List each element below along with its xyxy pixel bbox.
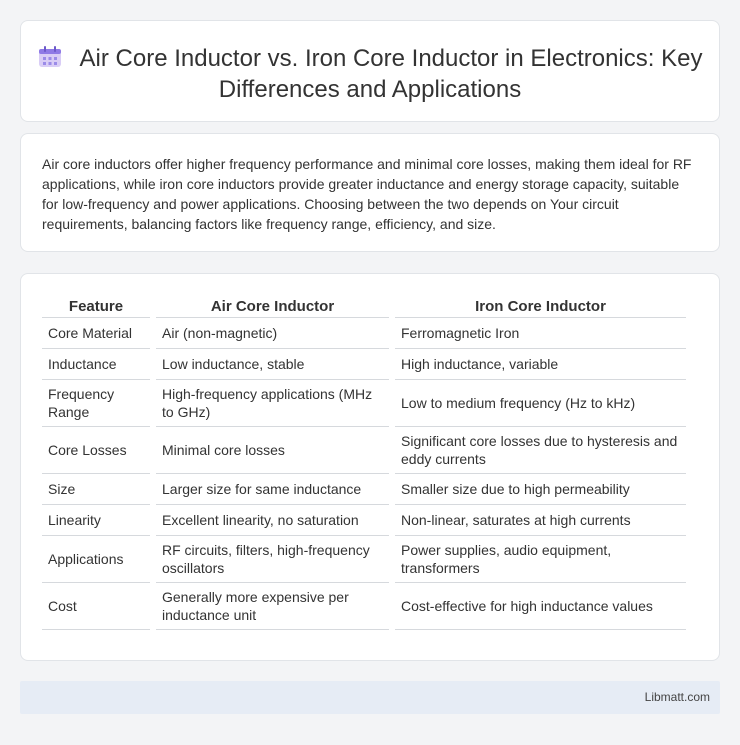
air-core-cell: Generally more expensive per inductance unit [156, 583, 389, 630]
feature-cell: Cost [42, 583, 150, 630]
air-core-cell: Air (non-magnetic) [156, 318, 389, 349]
iron-core-cell: Ferromagnetic Iron [395, 318, 686, 349]
table-row [42, 349, 686, 380]
comparison-table [36, 294, 692, 630]
table-row [42, 505, 686, 536]
table-row [42, 318, 686, 349]
page-title-text: Air Core Inductor vs. Iron Core Inductor in Electronics: Key Differences and Applications [79, 45, 703, 103]
table-header-row [42, 294, 686, 318]
column-header-iron-core: Iron Core Inductor [395, 294, 686, 318]
feature-cell: Linearity [42, 505, 150, 536]
intro-card [20, 133, 720, 252]
feature-cell: Applications [42, 536, 150, 583]
table-row [42, 380, 686, 427]
footer-brand-link[interactable]: Libmatt.com [644, 690, 710, 704]
iron-core-cell: Significant core losses due to hysteresis and eddy currents [395, 427, 686, 474]
calendar-icon [38, 46, 62, 68]
footer [20, 681, 720, 714]
iron-core-cell: Cost-effective for high inductance values [395, 583, 686, 630]
feature-cell: Frequency Range [42, 380, 150, 427]
air-core-cell: High-frequency applications (MHz to GHz) [156, 380, 389, 427]
table-row [42, 536, 686, 583]
air-core-cell: Minimal core losses [156, 427, 389, 474]
air-core-cell: Larger size for same inductance [156, 474, 389, 505]
column-header-feature: Feature [42, 294, 150, 318]
iron-core-cell: Power supplies, audio equipment, transformers [395, 536, 686, 583]
air-core-cell: RF circuits, filters, high-frequency oscillators [156, 536, 389, 583]
iron-core-cell: Non-linear, saturates at high currents [395, 505, 686, 536]
iron-core-cell: Smaller size due to high permeability [395, 474, 686, 505]
air-core-cell: Low inductance, stable [156, 349, 389, 380]
comparison-card [20, 273, 720, 661]
column-header-air-core: Air Core Inductor [156, 294, 389, 318]
intro-paragraph: Air core inductors offer higher frequency performance and minimal core losses, making them ideal for RF applications, while iron core inductors provide greater inductance and energy storage capacity, suitable for low-frequency and power applications. Choosing between the two depends on Your circuit requirements, balancing factors like frequency range, efficiency, and size. [42, 156, 692, 232]
table-row [42, 427, 686, 474]
air-core-cell: Excellent linearity, no saturation [156, 505, 389, 536]
title-card [20, 20, 720, 122]
iron-core-cell: Low to medium frequency (Hz to kHz) [395, 380, 686, 427]
iron-core-cell: High inductance, variable [395, 349, 686, 380]
feature-cell: Core Material [42, 318, 150, 349]
feature-cell: Inductance [42, 349, 150, 380]
feature-cell: Size [42, 474, 150, 505]
table-row [42, 583, 686, 630]
table-row [42, 474, 686, 505]
feature-cell: Core Losses [42, 427, 150, 474]
page-title [21, 43, 719, 105]
